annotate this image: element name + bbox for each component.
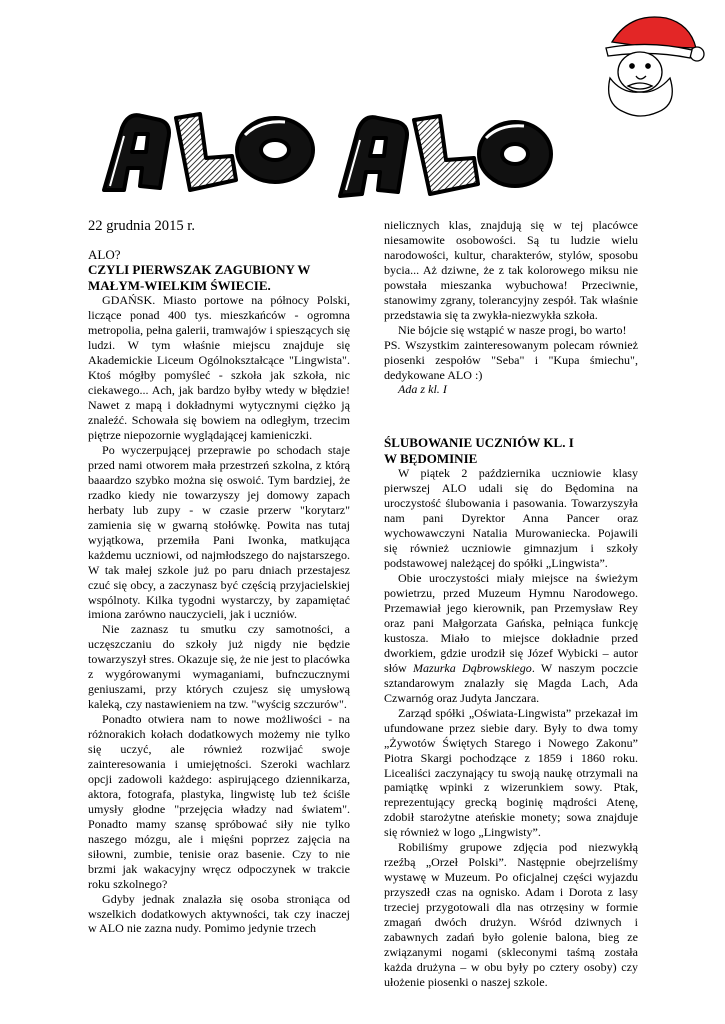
italic-title: Mazurka Dąbrowskiego xyxy=(412,660,532,675)
article-signature: Ada z kl. I xyxy=(398,382,447,397)
article-kicker: ALO? xyxy=(88,246,121,262)
article-paragraph: Zarząd spółki „Oświata-Lingwista” przekazał im ufundowane przez siebie dary. Były to dwa tomy „Żywotów Świętych Starego i Nowego Zakonu” Piotra Skargi pochodzące z 1859 i 1860 roku. Licealiści zaczynający tu swoją naukę otrzymali na pamiątkę wpinki z wizerunkiem sowy. Ptak, reprezentujący grecką boginię mądrości Atenę, zdobił starożytne ateńskie monety; sowa znajduje się również w logo „Lingwisty”. xyxy=(384,705,638,840)
logo-word-1 xyxy=(104,114,313,190)
article-paragraph xyxy=(384,571,638,706)
article-paragraph: PS. Wszystkim zainteresowanym polecam również piosenki zespołów "Seba" i "Kupa śmiechu", dedykowane ALO :) xyxy=(384,337,638,382)
article-headline: CZYLI PIERWSZAK ZAGUBIONY W MAŁYM-WIELKIM ŚWIECIE. xyxy=(88,262,311,293)
article-paragraph: Gdyby jednak znalazła się osoba stroniąca od wszelkich dodatkowych aktywności, tak czy inaczej w ALO nie zazna nudy. Pomimo jedynie trzech xyxy=(88,891,350,936)
article-paragraph: Po wyczerpującej przeprawie po schodach staje przed nami otworem mała przestrzeń szkolna, z którą baaardzo szybko można się oswoić. Tym bardziej, że rzadko kiedy nie towarzyszy jej domowy zapach herbaty lub zupy - w czasie przerw "korytarz" zamienia się w gwarną stołówkę. Powita nas tutaj wyjątkowa, przemiła Pani Iwonka, matkująca każdemu uczniowi, od najmłodszego do najstarszego. W tak małej szkole już po paru dniach przestajesz czuć się obcy, a zaczynasz być częścią przyjacielskiej wspólnoty. Kilka tygodni wystarczy, by zapamiętać imiona zarówno nauczycieli, jak i uczniów. xyxy=(88,442,350,622)
article-paragraph: Robiliśmy grupowe zdjęcia pod niezwykłą rzeźbą „Orzeł Polski”. Następnie obejrzeliśmy wystawę w Muzeum. Po oficjalnej części wyjazdu przyszedł czas na ognisko. Adam i Dorota z lasy trzeciej przygotowali dla nas otrzęsiny w formie zmagań dwóch drużyn. Wśród dziwnych i zabawnych zadań było golenie balona, bieg ze związanymi nogami (skleconymi taśmą została każda drużyna – w obu były po cztery osoby) czy ułożenie piosenki o naszej szkole. xyxy=(384,840,638,989)
headline-line: W BĘDOMINIE xyxy=(384,450,478,466)
text-run: Obie uroczystości miały miejsce na świeżym powietrzu, przed Muzeum Hymnu Narodowego. Przemawiał jego kierownik, pan Przemysław Rey oraz pani Małgorzata Gańska, pełniąca funkcję kustosza. Miało to miejsce dokładnie przed dworkiem, gdzie urodził się Józef Wybicki – autor słów xyxy=(384,571,638,675)
issue-date: 22 grudnia 2015 r. xyxy=(88,218,196,234)
alo-logo xyxy=(0,0,725,210)
article-paragraph: Nie zaznasz tu smutku czy samotności, a uczęszczaniu do szkoły już nigdy nie będzie towarzyszył stres. Okazuje się, że nie jest to placówka z wygórowanymi wymaganiami, bufnczucznymi geniuszami, przy których czujesz się umysłową kaleką, czy nastawieniem na tzw. "wyścig szczurów". xyxy=(88,622,350,712)
article-paragraph: W piątek 2 października uczniowie klasy pierwszej ALO udali się do Będomina na uroczystość ślubowania i pasowania. Towarzyszyła nam pani Dyrektor Anna Pancer oraz wychowawczyni Natalia Murowaniecka. Pojawili się również uczniowie gimnazjum i szkoły podstawowej należącej do spółki „Lingwista”. xyxy=(384,466,638,571)
article-paragraph: GDAŃSK. Miasto portowe na północy Polski, liczące ponad 400 tys. mieszkańców - ogromna metropolia, pełna galerii, tramwajów i spieszących się ludzi. W tym właśnie miejscu znajduje się Akademickie Liceum Ogólnokształcące "Lingwista". Ktoś mógłby pomyśleć - szkoła jak szkoła, nic ciekawego... Ach, jak bardzo byłby wtedy w błędzie! Nawet z mapą i dokładnymi wytycznymi ciężko ją znaleźć. Schowała się bowiem na odległym, trzecim piętrze niepozornie wyglądającej kamieniczki. xyxy=(88,293,350,443)
right-column xyxy=(384,218,638,990)
article-paragraph: nielicznych klas, znajdują się w tej placówce niesamowite osobowości. Są tu ludzie wielu narodowości, kultur, charakterów, stylów, sposobu bycia... Aż dziwne, że z tak kolorowego miksu nie powstała mieszanka wybuchowa! Przeciwnie, stanowimy zgrany, tolerancyjny zespół. Tak właśnie przedstawia się ta zwykła-niezwykła szkoła. xyxy=(384,218,638,322)
logo-word-2 xyxy=(340,116,551,196)
article-headline xyxy=(384,435,638,466)
santa-icon xyxy=(606,17,704,116)
text-run: . W naszym poczcie sztandarowym znalazły się Magda Lach, Ada Czwarnóg oraz Judyta Janczara. xyxy=(384,660,638,705)
left-column xyxy=(88,216,350,936)
article-paragraph: Nie bójcie się wstąpić w nasze progi, bo warto! xyxy=(398,322,627,337)
headline-line: ŚLUBOWANIE UCZNIÓW KL. I xyxy=(384,435,574,451)
article-paragraph: Ponadto otwiera nam to nowe możliwości - na różnorakich kołach dodatkowych możemy nie tylko się uczyć, ale również rozwijać swoje zainteresowania i umiejętności. Szeroki wachlarz opcji zadowoli każdego: aspirującego dziennikarza, aktora, fotografa, plastyka, lingwistę lub też ściśle umysły głodne "przejęcia władzy nad światem". Ponadto mamy szansę spróbować siły nie tylko naszego mózgu, ale i mięśni poprzez zajęcia na siłowni, zumbie, tenisie oraz basenie. Czy to nie brzmi jak wakacyjny wręcz odpoczynek w trakcie roku szkolnego? xyxy=(88,712,350,891)
masthead xyxy=(0,0,725,210)
